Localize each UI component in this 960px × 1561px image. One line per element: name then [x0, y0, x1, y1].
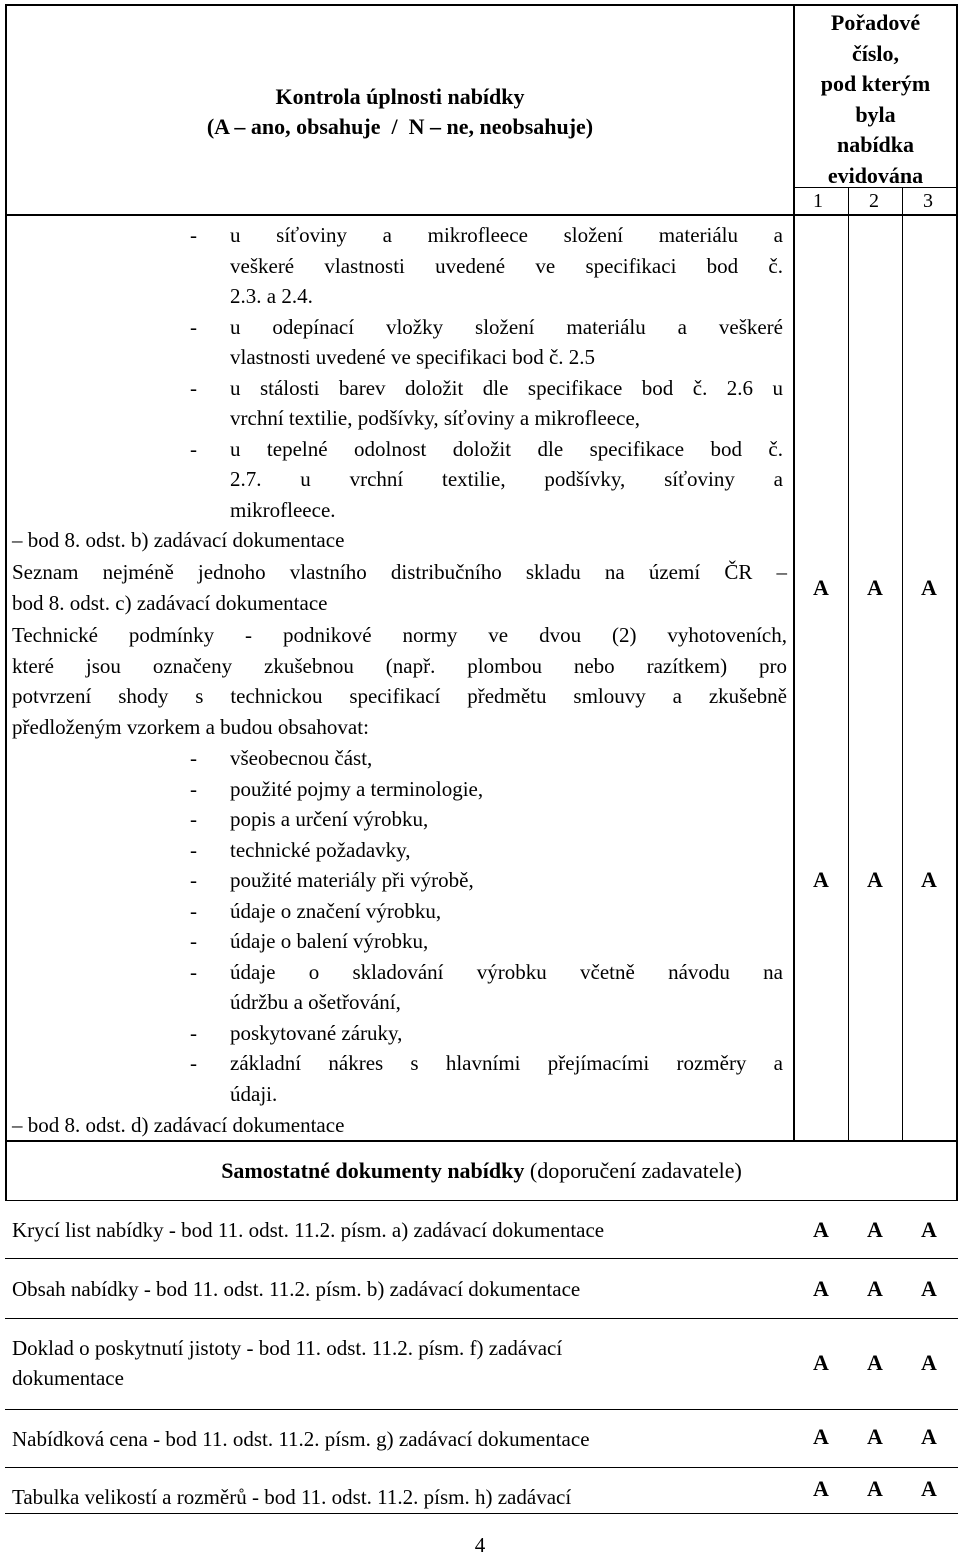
list-item: mikrofleece.: [230, 497, 336, 522]
mark-1: A: [813, 867, 829, 892]
legend-subtitle: (A – ano, obsahuje / N – ne, neobsahuje): [206, 114, 594, 139]
requirements-list: [190, 220, 783, 525]
list-item: 2.3. a 2.4.: [230, 284, 313, 308]
list-item: - údaje o značení výrobku,: [190, 898, 442, 923]
list-item: veškeré vlastnosti uvedené ve specifikaci bod č.: [230, 253, 783, 278]
mark-2: A: [867, 1217, 883, 1242]
col-number-3: 3: [923, 190, 933, 212]
list-item: - údaje o balení výrobku,: [190, 929, 429, 953]
section-heading: [7, 1156, 956, 1187]
list-item: - u stálosti barev doložit dle specifikace bod č. 2.6 u: [190, 375, 783, 400]
list-item: údaji.: [230, 1081, 278, 1106]
col-number-1: 1: [813, 190, 823, 212]
title: Kontrola úplnosti nabídky: [275, 84, 525, 109]
list-item: - u odepínací vložky složení materiálu a veškeré: [190, 314, 783, 339]
doc-row-3-text-line2: dokumentace: [12, 1366, 124, 1390]
list-item: - u síťoviny a mikrofleece složení materiálu a: [190, 223, 783, 247]
list-item: - použité pojmy a terminologie,: [190, 776, 484, 801]
mark-2: A: [867, 1350, 883, 1375]
mark-2: A: [867, 1424, 883, 1449]
doc-row-5-text: Tabulka velikostí a rozměrů - bod 11. odst. 11.2. písm. h) zadávací: [12, 1485, 572, 1509]
list-item: vrchní textilie, podšívky, síťoviny a mikrofleece,: [230, 406, 641, 430]
list-item: - u tepelné odolnost doložit dle specifikace bod č.: [190, 436, 783, 461]
doc-row-4-text: Nabídková cena - bod 11. odst. 11.2. písm. g) zadávací dokumentace: [12, 1427, 590, 1451]
order-number-header: Pořadové číslo, pod kterým byla nabídka evidována: [820, 10, 931, 188]
doc-row-3-text-line1: Doklad o poskytnutí jistoty - bod 11. odst. 11.2. písm. f) zadávací: [12, 1336, 563, 1360]
mark-1: A: [813, 1350, 829, 1375]
order-column-numbers: [795, 189, 956, 214]
doc-row-1-text: Krycí list nabídky - bod 11. odst. 11.2. písm. a) zadávací dokumentace: [12, 1218, 605, 1242]
list-item: vlastnosti uvedené ve specifikaci bod č. 2.5: [230, 345, 596, 369]
list-item: - všeobecnou část,: [190, 746, 373, 770]
table-title: [7, 82, 793, 142]
mark-3: A: [921, 1276, 937, 1301]
mark-3: A: [921, 575, 937, 600]
mark-2: A: [867, 1276, 883, 1301]
reference-c: bod 8. odst. c) zadávací dokumentace: [12, 591, 328, 615]
mark-3: A: [921, 1424, 937, 1449]
mark-3: A: [921, 1217, 937, 1242]
mark-3: A: [921, 1476, 937, 1501]
mark-3: A: [921, 1350, 937, 1375]
doc-row-2-text: Obsah nabídky - bod 11. odst. 11.2. písm. b) zadávací dokumentace: [12, 1277, 581, 1301]
section-heading-note: (doporučení zadavatele): [524, 1158, 742, 1183]
mark-2: A: [867, 1476, 883, 1501]
technical-conditions: Technické podmínky - podnikové normy ve dvou (2) vyhotoveních, které jsou označeny zkušebnou (např. plombou nebo razítkem) pro potvrzení shody s technickou specifikací předmětu smlouvy a zkušebně předloženým vzorkem a budou obsahovat:: [12, 623, 787, 739]
technical-conditions-list: [190, 743, 783, 1109]
mark-2: A: [867, 575, 883, 600]
list-item: - údaje o skladování výrobku včetně návodu na: [190, 959, 783, 984]
section-heading-bold: Samostatné dokumenty nabídky: [221, 1158, 525, 1183]
mark-2: A: [867, 867, 883, 892]
col-number-2: 2: [869, 190, 879, 212]
mark-1: A: [813, 1276, 829, 1301]
list-item: - popis a určení výrobku,: [190, 807, 429, 831]
list-item: - poskytované záruky,: [190, 1020, 403, 1045]
list-item: - použité materiály při výrobě,: [190, 868, 474, 892]
mark-1: A: [813, 1424, 829, 1449]
page-number: 4: [474, 1533, 486, 1557]
list-item: 2.7. u vrchní textilie, podšívky, síťoviny a: [230, 467, 783, 491]
list-item: - základní nákres s hlavními přejímacími rozměry a: [190, 1051, 783, 1075]
reference-b: – bod 8. odst. b) zadávací dokumentace: [12, 528, 345, 552]
mark-1: A: [813, 1217, 829, 1242]
mark-1: A: [813, 575, 829, 600]
mark-3: A: [921, 867, 937, 892]
reference-d: – bod 8. odst. d) zadávací dokumentace: [12, 1113, 345, 1137]
list-item: - technické požadavky,: [190, 837, 411, 862]
warehouse-requirement: Seznam nejméně jednoho vlastního distribučního skladu na území ČR –: [12, 560, 787, 584]
list-item: údržbu a ošetřování,: [230, 990, 401, 1014]
mark-1: A: [813, 1476, 829, 1501]
